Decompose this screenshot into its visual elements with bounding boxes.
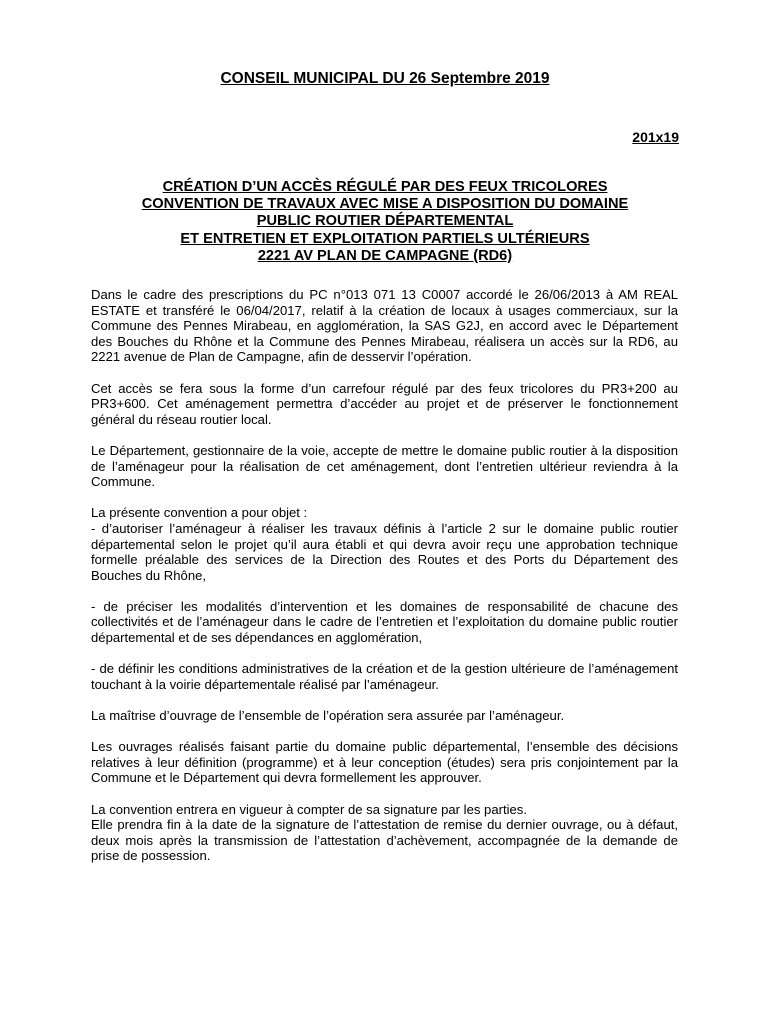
heading-line: PUBLIC ROUTIER DÉPARTEMENTAL: [256, 213, 514, 230]
paragraph-access: Cet accès se fera sous la forme d’un carrefour régulé par des feux tricolores du PR3+200 au PR3+600. Cet aménagement permettra d’accéder au projet et de préserver le fonctionnement général du réseau routier local.: [91, 380, 678, 427]
heading-line: 2221 AV PLAN DE CAMPAGNE (RD6): [257, 247, 513, 264]
paragraph-context: Dans le cadre des prescriptions du PC n°013 071 13 C0007 accordé le 26/06/2013 à AM REAL ESTATE et transféré le 06/04/2017, relatif à la création de locaux à usages commerciaux, sur la Commune des Pennes Mirabeau, en agglomération, la SAS G2J, en accord avec le Département des Bouches du Rhône et la Commune des Pennes Mirabeau, réalisera un accès sur la RD6, au 2221 avenue de Plan de Campagne, afin de desservir l’opération.: [91, 287, 678, 365]
heading-line: ET ENTRETIEN ET EXPLOITATION PARTIELS ULTÉRIEURS: [180, 230, 590, 247]
deliberation-reference: 201x19: [632, 129, 679, 145]
document-body: [91, 287, 678, 880]
paragraph-purpose-item-3: - de définir les conditions administratives de la création et de la gestion ultérieure de l’aménagement touchant à la voirie départementale réalisé par l’aménageur.: [91, 661, 678, 692]
paragraph-end-date: Elle prendra fin à la date de la signature de l’attestation de remise du dernier ouvrage, ou à défaut, deux mois après la transmission de l’attestation d’achèvement, accompagnée de la demande de prise de possession.: [91, 817, 678, 864]
paragraph-works: Les ouvrages réalisés faisant partie du domaine public départemental, l’ensemble des décisions relatives à leur définition (programme) et à leur conception (études) sera pris conjointement par la Commune et le Département qui devra formellement les approuver.: [91, 739, 678, 786]
paragraph-purpose-item-1: - d’autoriser l’aménageur à réaliser les travaux définis à l’article 2 sur le domaine public routier départemental selon le projet qu’il aura établi et qui devra avoir reçu une approbation technique formelle préalable des services de la Direction des Routes et des Ports du Département des Bouches du Rhône,: [91, 520, 678, 583]
heading-line: CONVENTION DE TRAVAUX AVEC MISE A DISPOSITION DU DOMAINE: [141, 196, 629, 213]
paragraph-project-owner: La maîtrise d’ouvrage de l’ensemble de l’opération sera assurée par l’aménageur.: [91, 708, 565, 724]
paragraph-effective-date: La convention entrera en vigueur à compter de sa signature par les parties.: [91, 801, 527, 817]
heading-line: CRÉATION D’UN ACCÈS RÉGULÉ PAR DES FEUX TRICOLORES: [162, 179, 608, 195]
page-title: CONSEIL MUNICIPAL DU 26 Septembre 2019: [220, 70, 550, 87]
paragraph-purpose-item-2: - de préciser les modalités d’intervention et les domaines de responsabilité de chacune des collectivités et de l’aménageur dans le cadre de l’entretien et l’exploitation du domaine public routier départemental et de ses dépendances en agglomération,: [91, 598, 678, 646]
paragraph-purpose-intro: La présente convention a pour objet :: [91, 505, 308, 521]
paragraph-department: Le Département, gestionnaire de la voie, accepte de mettre le domaine public routier à la disposition de l’aménageur pour la réalisation de cet aménagement, dont l’entretien ultérieur reviendra à la Commune.: [91, 442, 678, 490]
subject-heading: [60, 179, 710, 265]
